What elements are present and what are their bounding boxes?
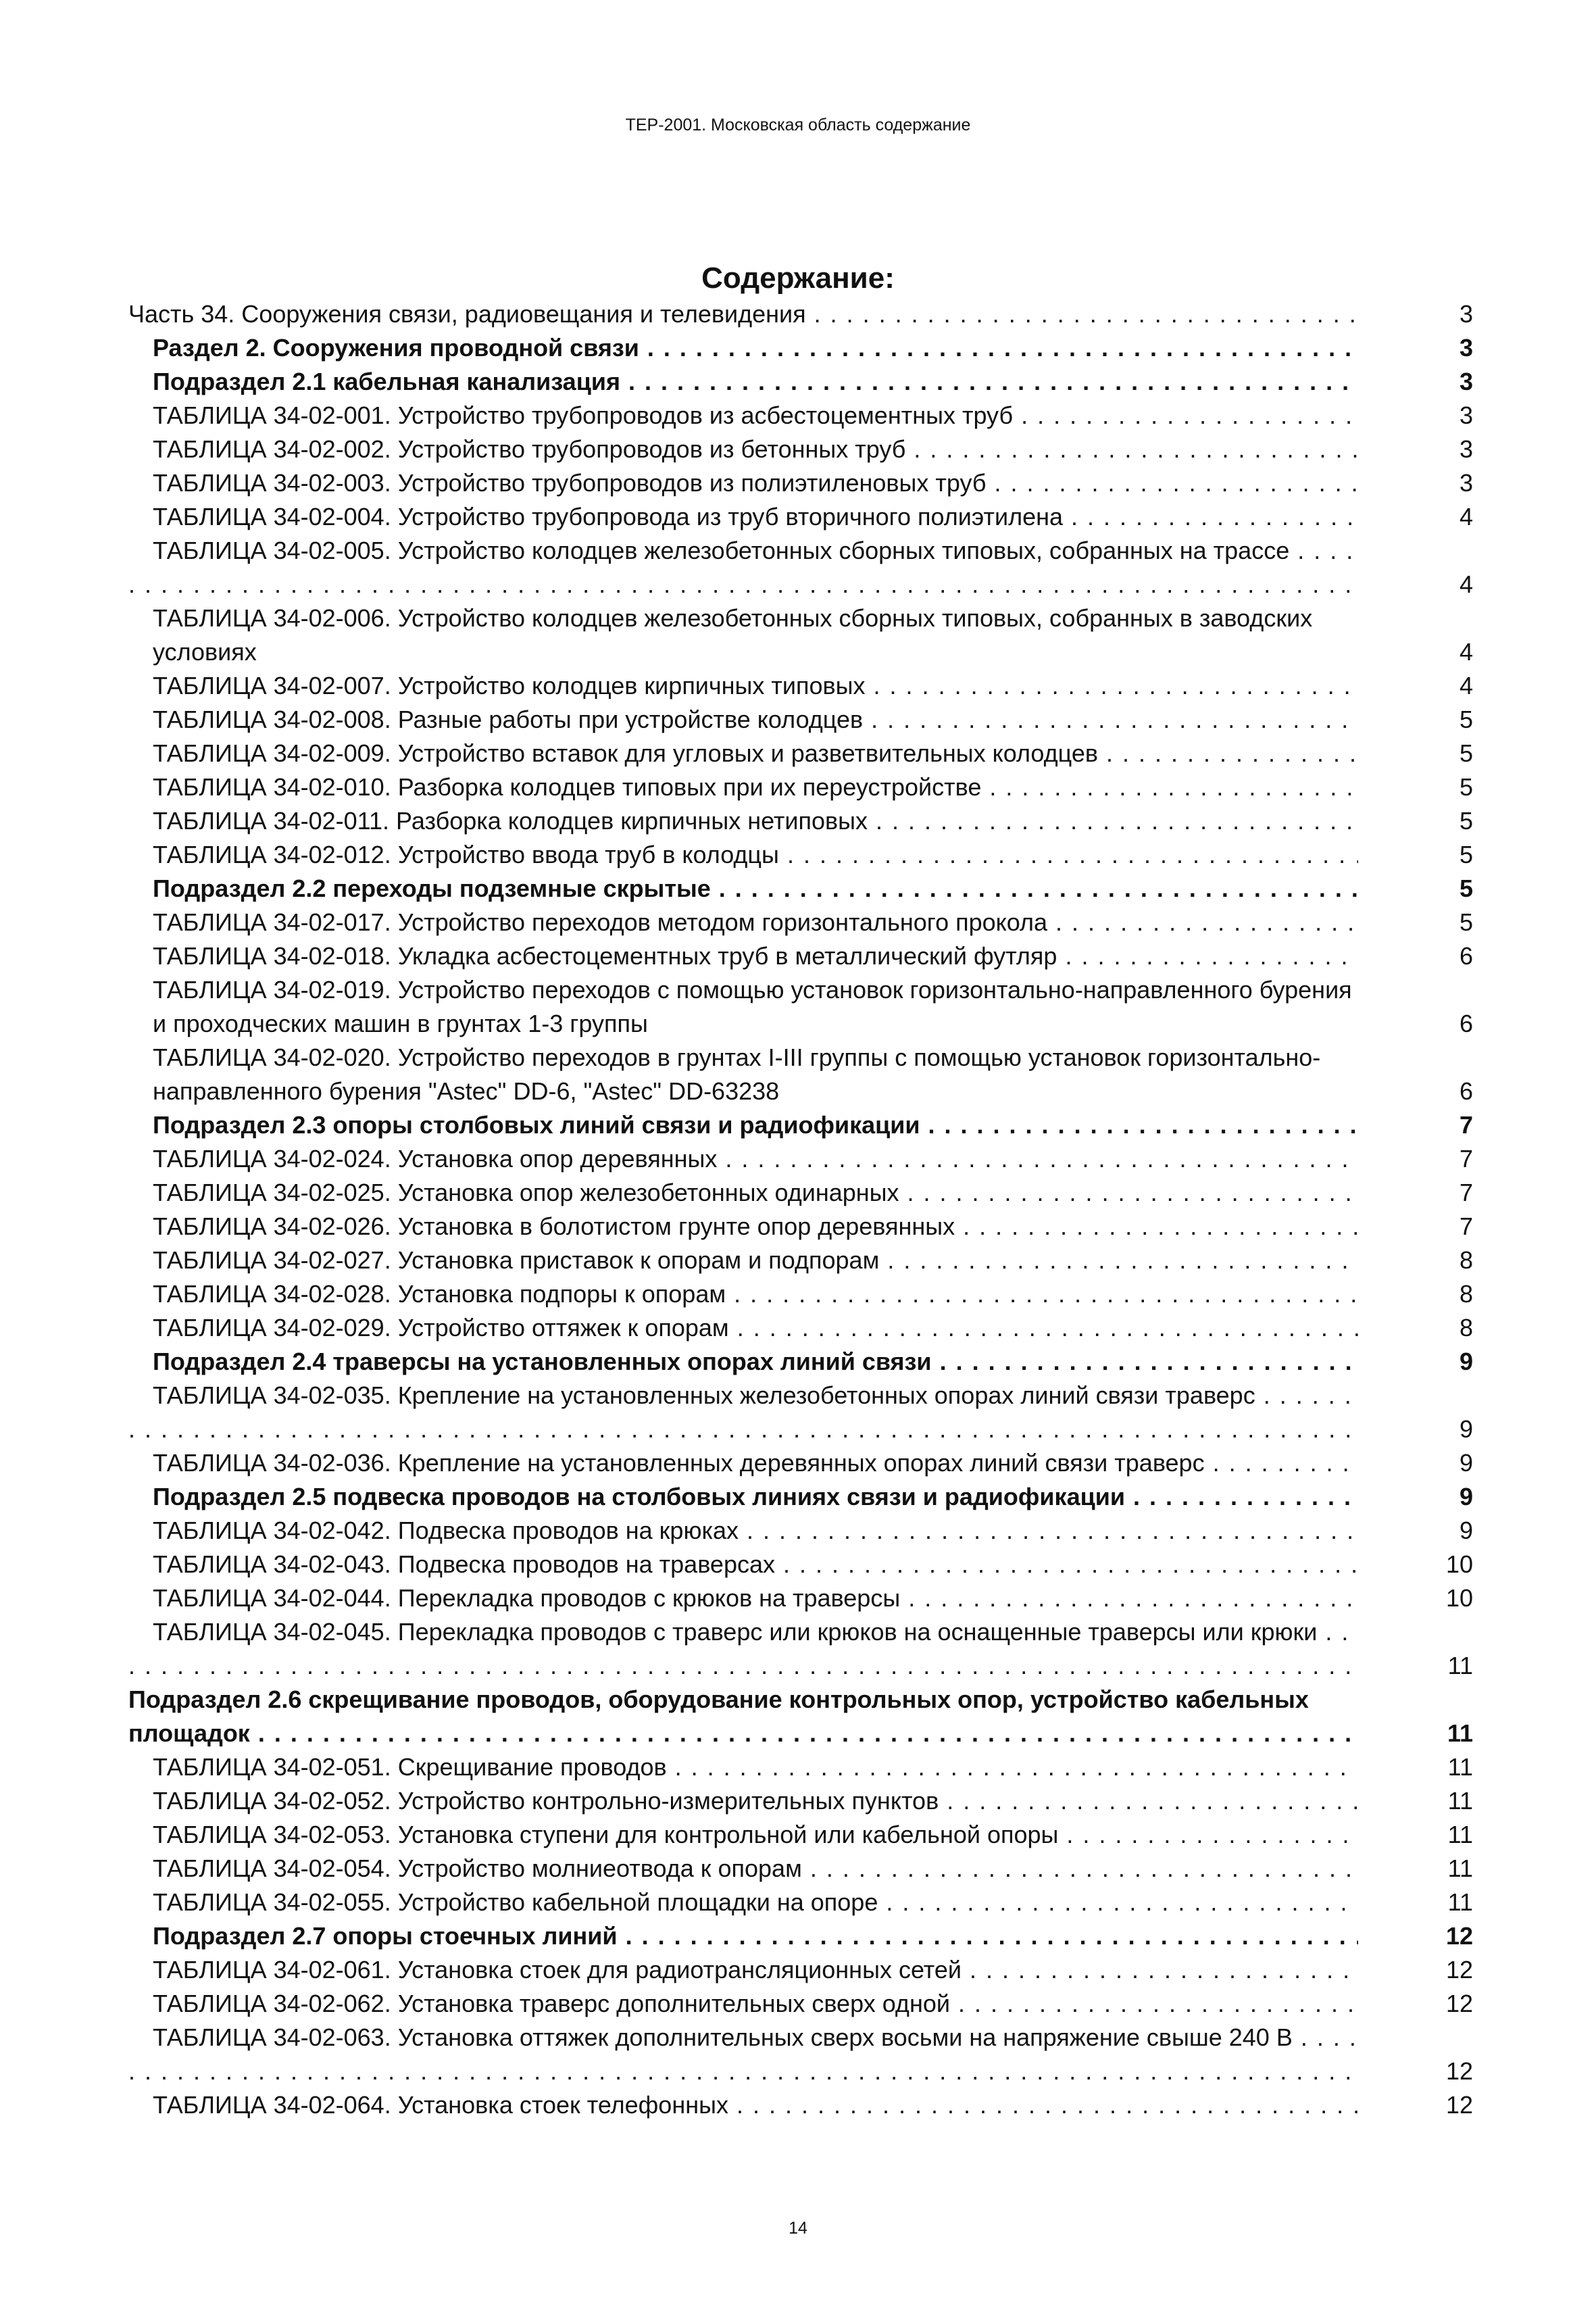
toc-entry-title <box>128 1041 1358 1108</box>
toc-entry-table[interactable] <box>128 1615 1473 1683</box>
toc-entry-table[interactable] <box>128 1818 1473 1852</box>
toc-entry-table[interactable] <box>128 466 1473 500</box>
toc-entry-title <box>128 1683 1358 1750</box>
toc-entry-table[interactable] <box>128 1379 1473 1446</box>
toc-entry-page: 12 <box>1445 1956 1473 1984</box>
toc-entry-page: 6 <box>1459 1010 1473 1037</box>
toc-entry-table[interactable] <box>128 973 1473 1041</box>
toc-entry-label: Подраздел 2.3 опоры столбовых линий связи и радиофикации <box>153 1111 920 1139</box>
toc-entry-page: 10 <box>1445 1550 1473 1578</box>
toc-entry-title <box>128 770 1358 804</box>
toc-entry-table[interactable] <box>128 1886 1473 1919</box>
toc-entry-title <box>128 1379 1358 1446</box>
toc-entry-table[interactable] <box>128 1041 1473 1108</box>
toc-entry-title <box>128 1750 1358 1784</box>
toc-entry-label: ТАБЛИЦА 34-02-003. Устройство трубопроводов из полиэтиленовых труб <box>153 469 987 497</box>
toc-entry-title <box>128 1446 1358 1480</box>
toc-entry-title <box>128 804 1358 838</box>
toc-entry-page: 3 <box>1459 334 1473 362</box>
toc-entry-page: 9 <box>1459 1517 1473 1544</box>
toc-entry-page: 3 <box>1459 435 1473 463</box>
toc-entry-page: 11 <box>1447 1753 1473 1781</box>
toc-entry-title <box>128 1176 1358 1210</box>
toc-entry-table[interactable] <box>128 601 1473 669</box>
toc-entry-table[interactable] <box>128 1581 1473 1615</box>
toc-entry-label: ТАБЛИЦА 34-02-042. Подвеска проводов на крюках <box>153 1517 739 1544</box>
toc-entry-title <box>128 1548 1358 1581</box>
toc-entry-title <box>128 1244 1358 1277</box>
toc-entry-title <box>128 703 1358 737</box>
toc-entry-table[interactable] <box>128 1548 1473 1581</box>
page-number: 14 <box>789 2219 807 2238</box>
toc-entry-label: ТАБЛИЦА 34-02-018. Укладка асбестоцементных труб в металлический футляр <box>153 942 1057 970</box>
toc-entry-label: ТАБЛИЦА 34-02-008. Разные работы при устройстве колодцев <box>153 706 864 733</box>
toc-entry-label: ТАБЛИЦА 34-02-053. Установка ступени для контрольной или кабельной опоры <box>153 1821 1059 1848</box>
toc-entry-title <box>128 1514 1358 1548</box>
toc-entry-page: 9 <box>1459 1449 1473 1477</box>
toc-entry-page: 11 <box>1447 1652 1473 1679</box>
toc-entry-label: ТАБЛИЦА 34-02-043. Подвеска проводов на траверсах <box>153 1550 775 1578</box>
toc-entry-title <box>128 939 1358 973</box>
toc-entry-page: 4 <box>1459 503 1473 531</box>
toc-entry-label: ТАБЛИЦА 34-02-061. Установка стоек для радиотрансляционных сетей <box>153 1956 962 1984</box>
toc-entry-label: ТАБЛИЦА 34-02-002. Устройство трубопроводов из бетонных труб <box>153 435 906 463</box>
toc-entry-title <box>128 399 1358 433</box>
toc-entry-part[interactable] <box>128 297 1473 331</box>
toc-entry-page: 9 <box>1459 1483 1473 1510</box>
toc-entry-title <box>128 872 1358 906</box>
toc-entry-title <box>128 1987 1358 2021</box>
toc-entry-page: 11 <box>1447 1821 1473 1848</box>
toc-entry-label: ТАБЛИЦА 34-02-062. Установка траверс дополнительных сверх одной <box>153 1990 950 2017</box>
toc-entry-table[interactable] <box>128 1244 1473 1277</box>
toc-entry-section[interactable] <box>128 365 1473 399</box>
toc-entry-title <box>128 2021 1358 2088</box>
toc-entry-label: ТАБЛИЦА 34-02-045. Перекладка проводов с траверс или крюков на оснащенные траверсы или крюки <box>153 1618 1318 1646</box>
toc-entry-title <box>128 1311 1358 1345</box>
toc-entry-table[interactable] <box>128 500 1473 534</box>
toc-entry-title <box>128 1142 1358 1176</box>
toc-entry-title <box>128 1480 1358 1514</box>
toc-entry-title <box>128 297 1358 331</box>
toc-entry-page: 4 <box>1459 638 1473 666</box>
toc-entry-table[interactable] <box>128 1750 1473 1784</box>
toc-entry-title <box>128 534 1358 601</box>
toc-entry-title <box>128 1852 1358 1886</box>
toc-entry-table[interactable] <box>128 1852 1473 1886</box>
toc-entry-label: ТАБЛИЦА 34-02-004. Устройство трубопровода из труб вторичного полиэтилена <box>153 503 1063 531</box>
toc-entry-page: 11 <box>1447 1854 1473 1882</box>
toc-entry-label: Подраздел 2.6 скрещивание проводов, оборудование контрольных опор, устройство кабельных площадок <box>128 1685 1309 1747</box>
toc-entry-title <box>128 1919 1358 1953</box>
toc-entry-section[interactable] <box>128 1683 1473 1750</box>
toc-entry-label: ТАБЛИЦА 34-02-055. Устройство кабельной площадки на опоре <box>153 1888 878 1916</box>
toc-entry-label: ТАБЛИЦА 34-02-029. Устройство оттяжек к опорам <box>153 1314 729 1341</box>
toc-entry-table[interactable] <box>128 737 1473 770</box>
toc-entry-page: 5 <box>1459 841 1473 868</box>
toc-entry-title <box>128 669 1358 703</box>
toc-entry-page: 5 <box>1459 875 1473 902</box>
toc-entry-page: 10 <box>1445 1584 1473 1612</box>
toc-entry-page: 3 <box>1459 300 1473 328</box>
toc-entry-page: 12 <box>1445 1922 1473 1950</box>
toc-entry-section[interactable] <box>128 1919 1473 1953</box>
toc-entry-page: 5 <box>1459 706 1473 733</box>
toc-entry-label: Подраздел 2.1 кабельная канализация <box>153 368 620 395</box>
toc-entry-title <box>128 1108 1358 1142</box>
toc-entry-title <box>128 1581 1358 1615</box>
toc-entry-title <box>128 365 1358 399</box>
toc-entry-page: 7 <box>1459 1212 1473 1240</box>
toc-entry-table[interactable] <box>128 1953 1473 1987</box>
toc-entry-label: ТАБЛИЦА 34-02-026. Установка в болотистом грунте опор деревянных <box>153 1212 955 1240</box>
toc-entry-label: ТАБЛИЦА 34-02-063. Установка оттяжек дополнительных сверх восьми на напряжение свыше 240 В <box>153 2023 1293 2051</box>
toc-entry-table[interactable] <box>128 1987 1473 2021</box>
toc-entry-label: ТАБЛИЦА 34-02-010. Разборка колодцев типовых при их переустройстве <box>153 773 982 801</box>
toc-entry-page: 7 <box>1459 1145 1473 1173</box>
toc-entry-page: 5 <box>1459 739 1473 767</box>
toc-entry-page: 9 <box>1459 1415 1473 1443</box>
toc-entry-label: ТАБЛИЦА 34-02-017. Устройство переходов методом горизонтального прокола <box>153 908 1048 936</box>
toc-entry-title <box>128 1818 1358 1852</box>
toc-entry-table[interactable] <box>128 1784 1473 1818</box>
toc-entry-table[interactable] <box>128 770 1473 804</box>
toc-entry-title <box>128 1886 1358 1919</box>
toc-entry-page: 3 <box>1459 368 1473 395</box>
toc-entry-label: ТАБЛИЦА 34-02-028. Установка подпоры к опорам <box>153 1280 726 1308</box>
toc-entry-label: ТАБЛИЦА 34-02-025. Установка опор железобетонных одинарных <box>153 1179 899 1206</box>
toc-entry-label: ТАБЛИЦА 34-02-052. Устройство контрольно-измерительных пунктов <box>153 1787 939 1815</box>
toc-entry-section[interactable] <box>128 1108 1473 1142</box>
toc-entry-label: ТАБЛИЦА 34-02-027. Установка приставок к опорам и подпорам <box>153 1246 880 1274</box>
toc-entry-page: 12 <box>1445 1990 1473 2017</box>
toc-entry-page: 11 <box>1447 1787 1473 1815</box>
toc-entry-title <box>128 1345 1358 1379</box>
toc-entry-label: ТАБЛИЦА 34-02-012. Устройство ввода труб в колодцы <box>153 841 779 868</box>
toc-entry-page: 5 <box>1459 807 1473 835</box>
toc-entry-page: 11 <box>1447 1719 1473 1747</box>
toc-entry-title <box>128 838 1358 872</box>
toc-entry-table[interactable] <box>128 399 1473 433</box>
toc-entry-label: ТАБЛИЦА 34-02-064. Установка стоек телефонных <box>153 2091 728 2119</box>
toc-entry-title <box>128 466 1358 500</box>
toc-entry-label: ТАБЛИЦА 34-02-006. Устройство колодцев железобетонных сборных типовых, собранных в заводских условиях <box>153 604 1313 666</box>
running-header: ТЕР-2001. Московская область содержание <box>625 116 971 134</box>
toc-entry-title <box>128 737 1358 770</box>
toc-entry-table[interactable] <box>128 669 1473 703</box>
toc-entry-table[interactable] <box>128 804 1473 838</box>
toc-entry-table[interactable] <box>128 1514 1473 1548</box>
toc-entry-page: 11 <box>1447 1888 1473 1916</box>
toc-entry-page: 8 <box>1459 1280 1473 1308</box>
toc-entry-page: 7 <box>1459 1179 1473 1206</box>
toc-entry-label: Часть 34. Сооружения связи, радиовещания и телевидения <box>128 300 806 328</box>
toc-entry-title <box>128 906 1358 939</box>
toc-entry-label: Подраздел 2.4 траверсы на установленных опорах линий связи <box>153 1348 932 1375</box>
toc-entry-table[interactable] <box>128 1176 1473 1210</box>
toc-entry-title <box>128 1615 1358 1683</box>
toc-entry-page: 5 <box>1459 908 1473 936</box>
toc-entry-table[interactable] <box>128 1277 1473 1311</box>
toc-entry-table[interactable] <box>128 2021 1473 2088</box>
toc-entry-label: Подраздел 2.5 подвеска проводов на столбовых линиях связи и радиофикации <box>153 1483 1125 1510</box>
toc-entry-section[interactable] <box>128 1480 1473 1514</box>
toc-entry-page: 3 <box>1459 469 1473 497</box>
toc-entry-label: ТАБЛИЦА 34-02-005. Устройство колодцев железобетонных сборных типовых, собранных на трассе <box>153 537 1290 564</box>
toc-entry-title <box>128 433 1358 466</box>
toc-entry-page: 8 <box>1459 1314 1473 1341</box>
toc-entry-label: ТАБЛИЦА 34-02-035. Крепление на установленных железобетонных опорах линий связи траверс <box>153 1381 1255 1409</box>
toc-entry-title <box>128 2088 1358 2122</box>
toc-entry-label: ТАБЛИЦА 34-02-051. Скрещивание проводов <box>153 1753 667 1781</box>
toc-entry-section[interactable] <box>128 872 1473 906</box>
toc-entry-label: ТАБЛИЦА 34-02-036. Крепление на установленных деревянных опорах линий связи траверс <box>153 1449 1205 1477</box>
toc-entry-label: ТАБЛИЦА 34-02-007. Устройство колодцев кирпичных типовых <box>153 672 866 699</box>
toc-entry-table[interactable] <box>128 906 1473 939</box>
toc-entry-table[interactable] <box>128 838 1473 872</box>
toc-entry-table[interactable] <box>128 939 1473 973</box>
toc-entry-table[interactable] <box>128 1142 1473 1176</box>
toc-entry-page: 5 <box>1459 773 1473 801</box>
toc-entry-table[interactable] <box>128 433 1473 466</box>
toc-entry-table[interactable] <box>128 2088 1473 2122</box>
toc-entry-title <box>128 1784 1358 1818</box>
toc-entry-title <box>128 331 1358 365</box>
table-of-contents <box>128 297 1473 2122</box>
toc-entry-label: ТАБЛИЦА 34-02-019. Устройство переходов с помощью установок горизонтально-направленного бурения и проходческих машин в грунтах 1-3 группы <box>153 976 1352 1037</box>
toc-entry-label: ТАБЛИЦА 34-02-054. Устройство молниеотвода к опорам <box>153 1854 802 1882</box>
toc-entry-label: ТАБЛИЦА 34-02-020. Устройство переходов в грунтах I-III группы с помощью установок горизонтально-направленного бурения "Astec" DD-6, "Astec" DD-63238 <box>153 1043 1321 1105</box>
toc-entry-title <box>128 1277 1358 1311</box>
toc-entry-page: 6 <box>1459 1077 1473 1105</box>
toc-entry-table[interactable] <box>128 1311 1473 1345</box>
toc-entry-table[interactable] <box>128 534 1473 601</box>
toc-entry-title <box>128 1210 1358 1244</box>
toc-entry-label: ТАБЛИЦА 34-02-024. Установка опор деревянных <box>153 1145 718 1173</box>
toc-entry-page: 4 <box>1459 570 1473 598</box>
toc-entry-page: 3 <box>1459 401 1473 429</box>
toc-title: Содержание: <box>701 262 895 295</box>
toc-entry-page: 12 <box>1445 2057 1473 2085</box>
toc-entry-table[interactable] <box>128 1210 1473 1244</box>
toc-entry-label: Подраздел 2.2 переходы подземные скрытые <box>153 875 711 902</box>
toc-entry-title <box>128 601 1358 669</box>
toc-entry-section[interactable] <box>128 331 1473 365</box>
toc-entry-table[interactable] <box>128 1446 1473 1480</box>
toc-entry-page: 7 <box>1459 1111 1473 1139</box>
toc-entry-title <box>128 1953 1358 1987</box>
toc-entry-page: 4 <box>1459 672 1473 699</box>
toc-entry-label: ТАБЛИЦА 34-02-009. Устройство вставок для угловых и разветвительных колодцев <box>153 739 1098 767</box>
toc-entry-page: 6 <box>1459 942 1473 970</box>
toc-entry-page: 12 <box>1445 2091 1473 2119</box>
toc-entry-page: 8 <box>1459 1246 1473 1274</box>
toc-entry-title <box>128 500 1358 534</box>
toc-entry-label: ТАБЛИЦА 34-02-001. Устройство трубопроводов из асбестоцементных труб <box>153 401 1014 429</box>
toc-entry-label: ТАБЛИЦА 34-02-011. Разборка колодцев кирпичных нетиповых <box>153 807 868 835</box>
toc-entry-label: Раздел 2. Сооружения проводной связи <box>153 334 639 362</box>
toc-entry-label: ТАБЛИЦА 34-02-044. Перекладка проводов с крюков на траверсы <box>153 1584 901 1612</box>
toc-entry-label: Подраздел 2.7 опоры стоечных линий <box>153 1922 618 1950</box>
toc-entry-table[interactable] <box>128 703 1473 737</box>
toc-entry-section[interactable] <box>128 1345 1473 1379</box>
toc-entry-title <box>128 973 1358 1041</box>
toc-entry-page: 9 <box>1459 1348 1473 1375</box>
